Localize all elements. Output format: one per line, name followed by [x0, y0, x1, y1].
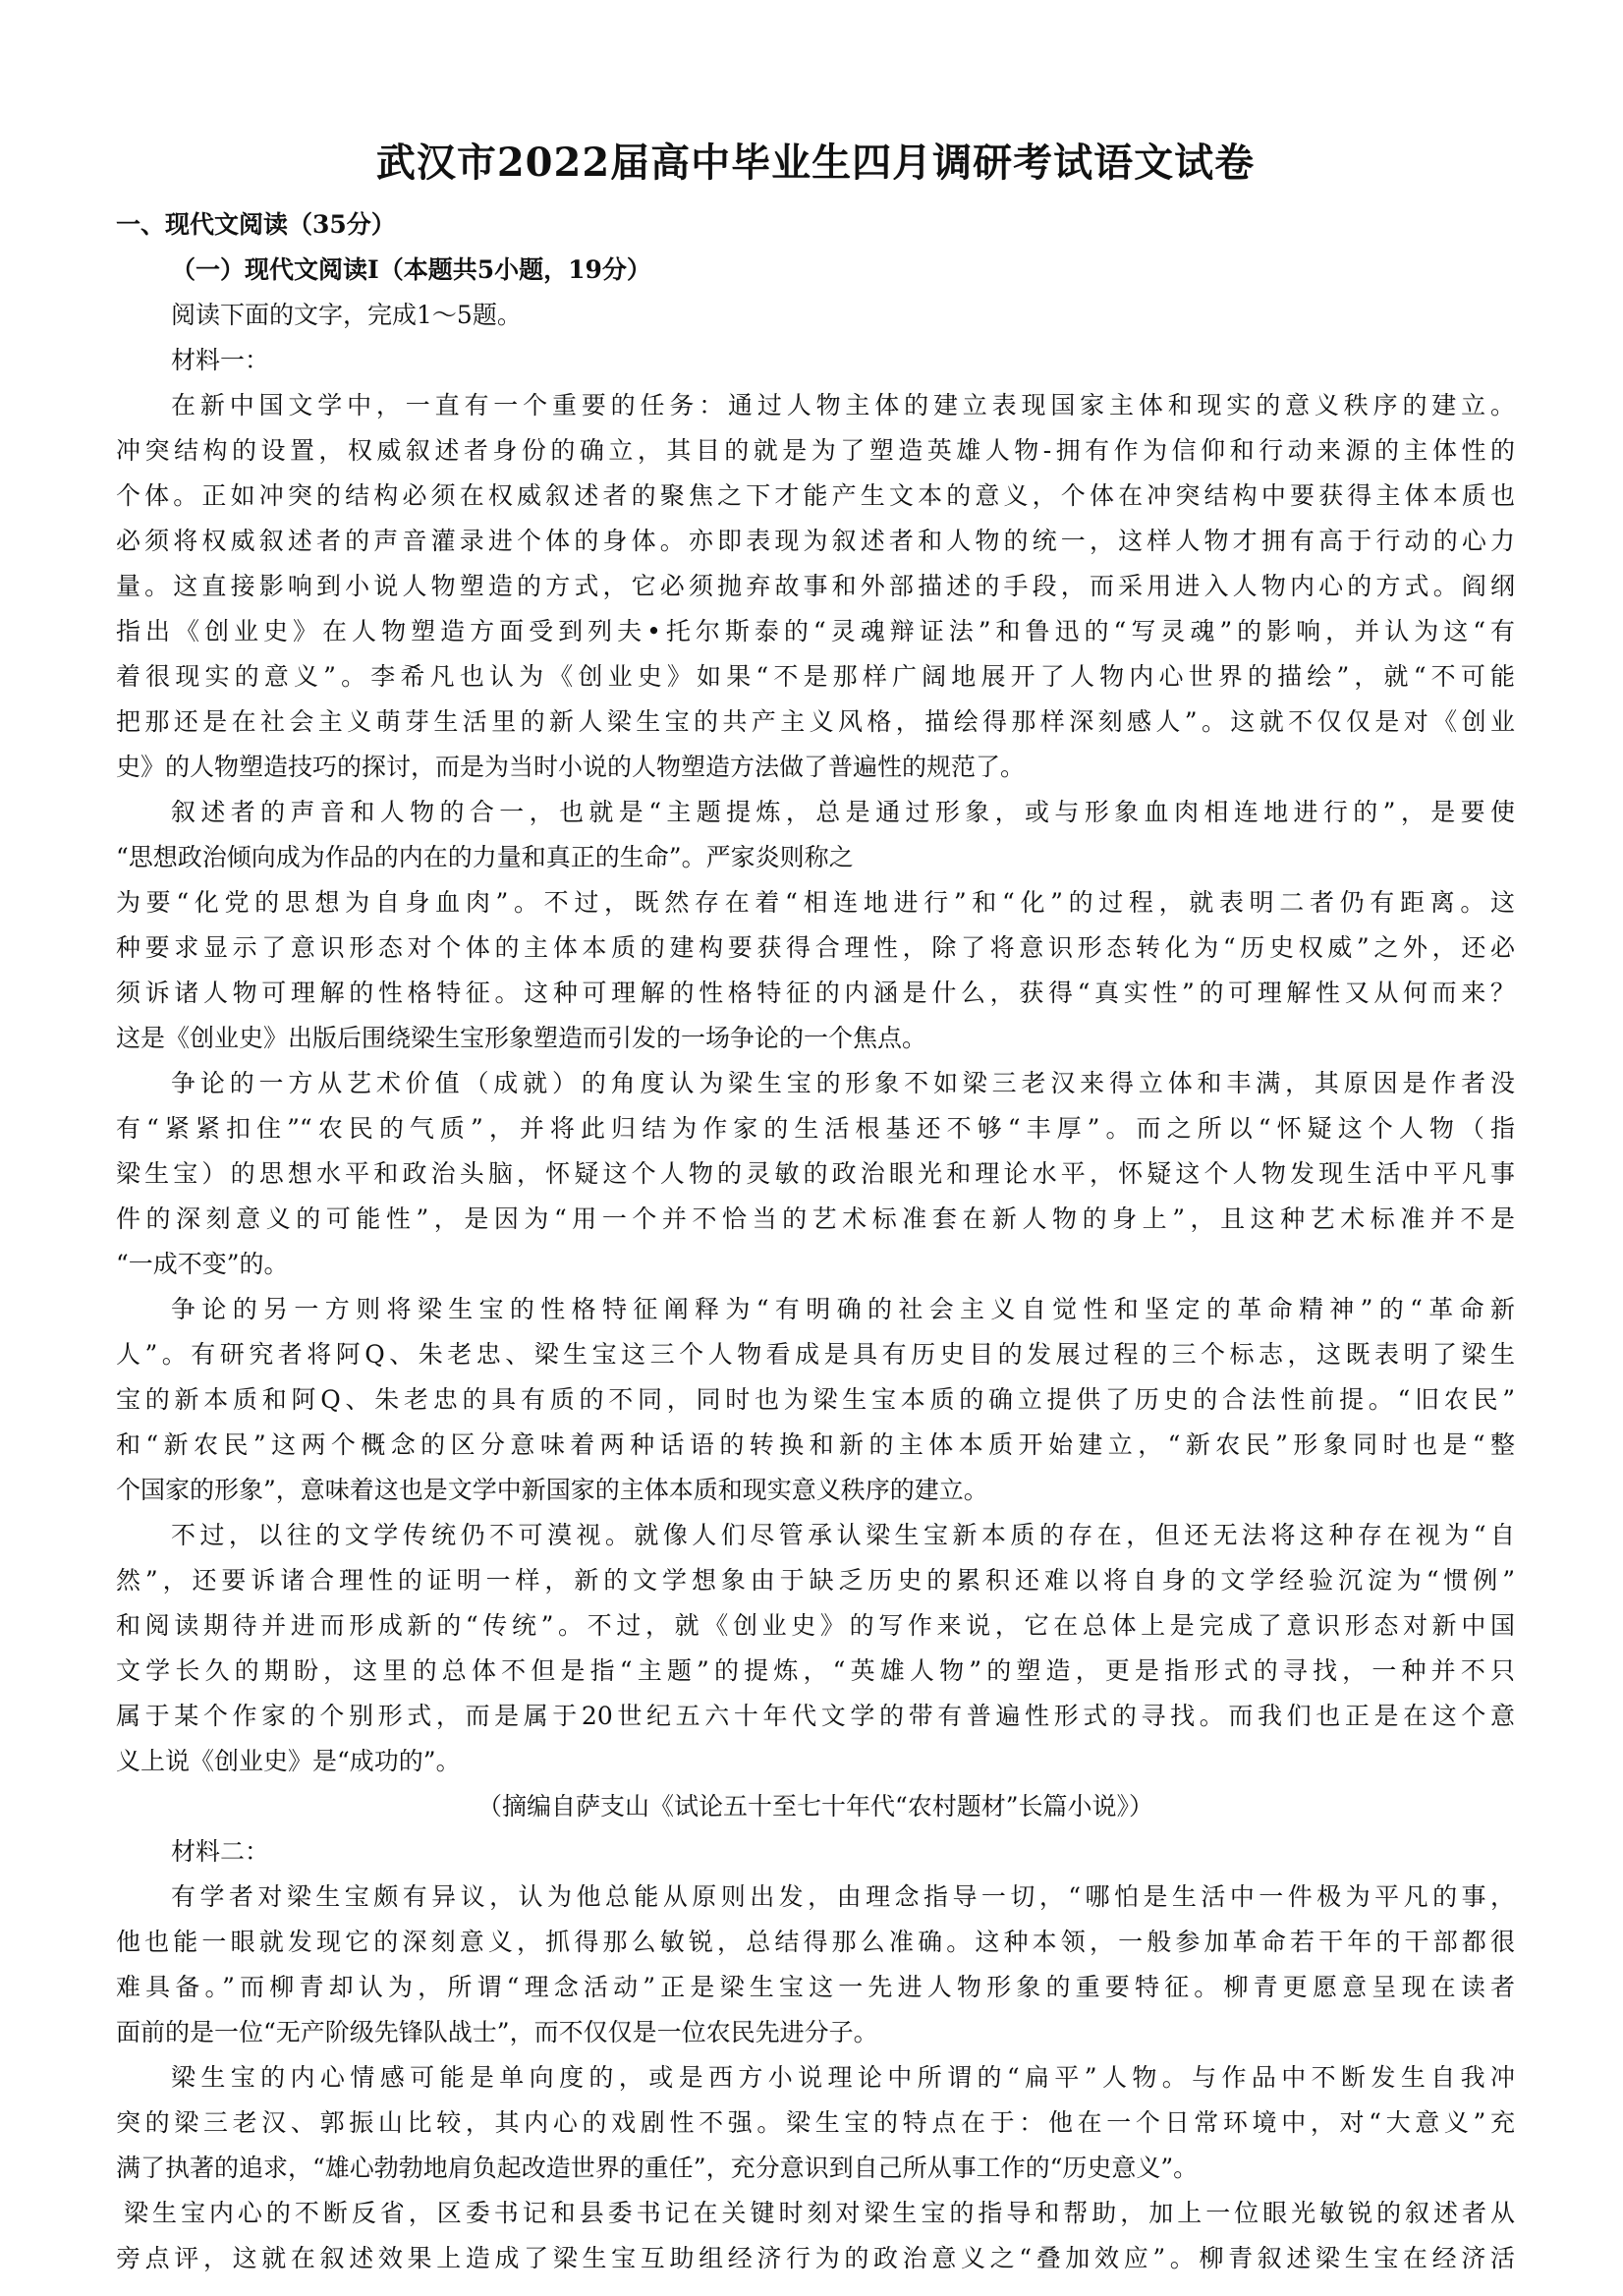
- text-line: 不过，以往的文学传统仍不可漠视。就像人们尽管承认梁生宝新本质的存在，但还无法将这种存在视为“自: [171, 1521, 1515, 1549]
- material-two-label: 材料二：: [171, 1837, 270, 1866]
- text-line: 史》的人物塑造技巧的探讨，而是为当时小说的人物塑造方法做了普遍性的规范了。: [116, 753, 1026, 781]
- text-line: 有学者对梁生宝颇有异议，认为他总能从原则出发，由理念指导一切，“哪怕是生活中一件极为平凡的事，: [171, 1882, 1515, 1911]
- material-one-label: 材料一：: [171, 346, 270, 374]
- text-line: 争论的一方从艺术价值（成就）的角度认为梁生宝的形象不如梁三老汉来得立体和丰满，其原因是作者没: [171, 1069, 1515, 1097]
- paragraph-8: [116, 2191, 1515, 2281]
- text-line: 量。这直接影响到小说人物塑造的方式，它必须抛弃故事和外部描述的手段，而采用进入人物内心的方式。阎纲: [116, 572, 1515, 600]
- text-line: 个国家的形象”，意味着这也是文学中新国家的主体本质和现实意义秩序的建立。: [116, 1476, 988, 1504]
- text-line: 满了执著的追求，“雄心勃勃地肩负起改造世界的重任”，充分意识到自己所从事工作的“历史意义”。: [116, 2154, 1199, 2182]
- exam-title: 武汉市2022届高中毕业生四月调研考试语文试卷: [375, 140, 1256, 186]
- text-line: 有“紧紧扣住”“农民的气质”，并将此归结为作家的生活根基还不够“丰厚”。而之所以“怀疑这个人物（指: [116, 1114, 1515, 1143]
- text-line: 把那还是在社会主义萌芽生活里的新人梁生宝的共产主义风格，描绘得那样深刻感人”。这就不仅仅是对《创业: [116, 707, 1515, 736]
- paragraph-5: [116, 1513, 1515, 1784]
- paragraph-7: [116, 2055, 1515, 2191]
- text-line: “一成不变”的。: [116, 1250, 289, 1278]
- text-line: 梁生宝的内心情感可能是单向度的，或是西方小说理论中所谓的“扁平”人物。与作品中不断发生自我冲: [171, 2063, 1515, 2092]
- text-line: 须诉诸人物可理解的性格特征。这种可理解的性格特征的内涵是什么，获得“真实性”的可理解性又从何而来？: [116, 979, 1515, 1007]
- paragraph-1: [116, 383, 1515, 790]
- text-line: 这是《创业史》出版后围绕梁生宝形象塑造而引发的一场争论的一个焦点。: [116, 1024, 927, 1052]
- text-line: 争论的另一方则将梁生宝的性格特征阐释为“有明确的社会主义自觉性和坚定的革命精神”的“革命新: [171, 1295, 1515, 1323]
- paragraph-4: [116, 1287, 1515, 1513]
- text-line: 叙述者的声音和人物的合一，也就是“主题提炼，总是通过形象，或与形象血肉相连地进行的”，是要使: [171, 798, 1515, 826]
- text-line: 宝的新本质和阿Q、朱老忠的具有质的不同，同时也为梁生宝本质的确立提供了历史的合法性前提。“旧农民”: [116, 1385, 1515, 1414]
- text-line: 他也能一眼就发现它的深刻意义，抓得那么敏锐，总结得那么准确。这种本领，一般参加革命若干年的干部都很: [116, 1928, 1515, 1956]
- text-line: 义上说《创业史》是“成功的”。: [116, 1747, 461, 1775]
- subsection-heading: （一）现代文阅读I（本题共5小题，19分）: [171, 255, 651, 284]
- text-line: “思想政治倾向成为作品的内在的力量和真正的生命”。严家炎则称之: [116, 843, 854, 871]
- text-line: 在新中国文学中，一直有一个重要的任务：通过人物主体的建立表现国家主体和现实的意义秩序的建立。: [171, 391, 1515, 420]
- text-line: 种要求显示了意识形态对个体的主体本质的建构要获得合理性，除了将意识形态转化为“历史权威”之外，还必: [116, 933, 1515, 962]
- text-line: 文学长久的期盼，这里的总体不但是指“主题”的提炼，“英雄人物”的塑造，更是指形式的寻找，一种并不只: [116, 1656, 1515, 1685]
- paragraph-2: [116, 790, 1515, 1061]
- text-line: 和阅读期待并进而形成新的“传统”。不过，就《创业史》的写作来说，它在总体上是完成了意识形态对新中国: [116, 1611, 1515, 1640]
- text-line: 为要“化党的思想为自身血肉”。不过，既然存在着“相连地进行”和“化”的过程，就表明二者仍有距离。这: [116, 888, 1515, 917]
- text-line: 然”，还要诉诸合理性的证明一样，新的文学想象由于缺乏历史的累积还难以将自身的文学经验沉淀为“惯例”: [116, 1566, 1515, 1595]
- text-line: 难具备。”而柳青却认为，所谓“理念活动”正是梁生宝这一先进人物形象的重要特征。柳青更愿意呈现在读者: [116, 1973, 1515, 2001]
- section-heading: 一、现代文阅读（35分）: [116, 210, 396, 239]
- text-line: 属于某个作家的个别形式，而是属于20世纪五六十年代文学的带有普遍性形式的寻找。而我们也正是在这个意: [116, 1702, 1515, 1730]
- text-line: 和“新农民”这两个概念的区分意味着两种话语的转换和新的主体本质开始建立，“新农民”形象同时也是“整: [116, 1430, 1515, 1459]
- text-line: 件的深刻意义的可能性”，是因为“用一个并不恰当的艺术标准套在新人物的身上”，且这种艺术标准并不是: [116, 1204, 1515, 1233]
- text-line: 着很现实的意义”。李希凡也认为《创业史》如果“不是那样广阔地展开了人物内心世界的描绘”，就“不可能: [116, 662, 1515, 691]
- text-line: 梁生宝）的思想水平和政治头脑，怀疑这个人物的灵敏的政治眼光和理论水平，怀疑这个人物发现生活中平凡事: [116, 1159, 1515, 1188]
- paragraph-3: [116, 1061, 1515, 1287]
- text-line: 必须将权威叙述者的声音灌录进个体的身体。亦即表现为叙述者和人物的统一，这样人物才拥有高于行动的心力: [116, 527, 1515, 555]
- text-line: 旁点评，这就在叙述效果上造成了梁生宝互助组经济行为的政治意义之“叠加效应”。柳青叙述梁生宝在经济活: [116, 2244, 1515, 2272]
- text-line: 个体。正如冲突的结构必须在权威叙述者的聚焦之下才能产生文本的意义，个体在冲突结构中要获得主体本质也: [116, 481, 1515, 510]
- instruction-text: 阅读下面的文字，完成1～5题。: [171, 301, 522, 329]
- text-line: 面前的是一位“无产阶级先锋队战士”，而不仅仅是一位农民先进分子。: [116, 2018, 878, 2046]
- source-citation: （摘编自萨支山《试论五十至七十年代“农村题材”长篇小说》）: [476, 1792, 1154, 1820]
- text-line: 突的梁三老汉、郭振山比较，其内心的戏剧性不强。梁生宝的特点在于：他在一个日常环境中，对“大意义”充: [116, 2108, 1515, 2137]
- text-line: 冲突结构的设置，权威叙述者身份的确立，其目的就是为了塑造英雄人物-拥有作为信仰和行动来源的主体性的: [116, 436, 1515, 465]
- text-line: 梁生宝内心的不断反省，区委书记和县委书记在关键时刻对梁生宝的指导和帮助，加上一位眼光敏锐的叙述者从: [124, 2199, 1515, 2227]
- text-line: 人”。有研究者将阿Q、朱老忠、梁生宝这三个人物看成是具有历史目的发展过程的三个标志，这既表明了梁生: [116, 1340, 1515, 1369]
- text-line: 指出《创业史》在人物塑造方面受到列夫•托尔斯泰的“灵魂辩证法”和鲁迅的“写灵魂”的影响，并认为这“有: [116, 617, 1515, 645]
- paragraph-6: [116, 1875, 1515, 2055]
